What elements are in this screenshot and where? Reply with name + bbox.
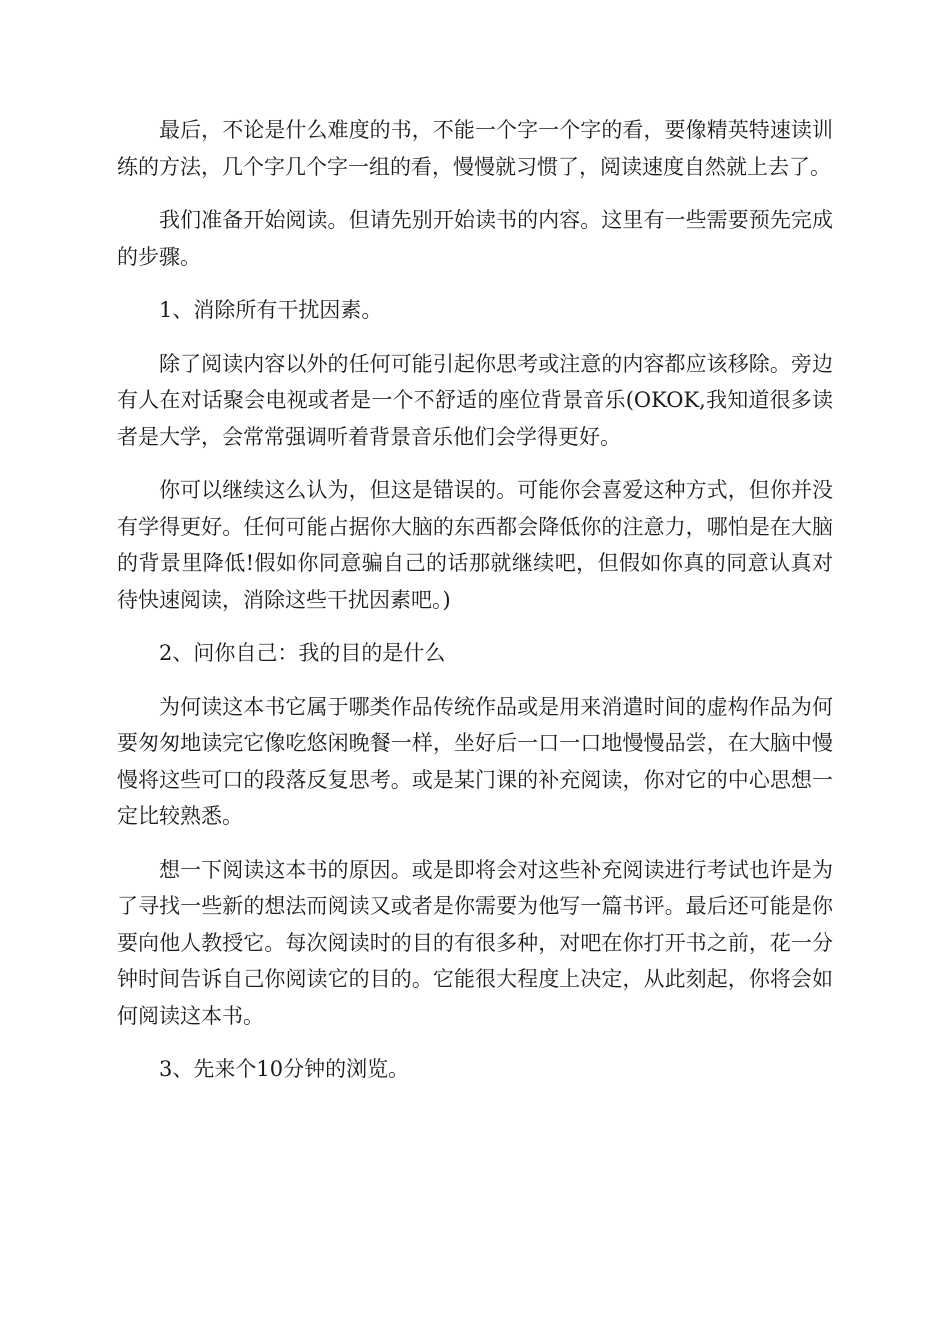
step-heading-2: 2、问你自己：我的目的是什么 (159, 641, 446, 665)
paragraph-background-music: 你可以继续这么认为，但这是错误的。可能你会喜爱这种方式，但你并没有学得更好。任何可能占据你大脑的东西都会降低你的注意力，哪怕是在大脑的背景里降低!假如你同意骗自己的话那就继续吧，但假如你真的同意认真对待快速阅读，消除这些干扰因素吧。) (117, 478, 833, 612)
paragraph-purpose: 为何读这本书它属于哪类作品传统作品或是用来消遣时间的虚构作品为何要匆匆地读完它像吃悠闲晚餐一样，坐好后一口一口地慢慢品尝，在大脑中慢慢将这些可口的段落反复思考。或是某门课的补充阅读，你对它的中心思想一定比较熟悉。 (117, 694, 833, 828)
paragraph-reason: 想一下阅读这本书的原因。或是即将会对这些补充阅读进行考试也许是为了寻找一些新的想法而阅读又或者是你需要为他写一篇书评。最后还可能是你要向他人教授它。每次阅读时的目的有很多种，对吧在你打开书之前，花一分钟时间告诉自己你阅读它的目的。它能很大程度上决定，从此刻起，你将会如何阅读这本书。 (117, 857, 833, 1028)
step-heading-3: 3、先来个10分钟的浏览。 (159, 1057, 410, 1081)
paragraph-reading-habit: 最后，不论是什么难度的书，不能一个字一个字的看，要像精英特速读训练的方法，几个字几个字一组的看，慢慢就习惯了，阅读速度自然就上去了。 (117, 118, 833, 179)
step-heading-1: 1、消除所有干扰因素。 (159, 298, 383, 322)
paragraph-distractions: 除了阅读内容以外的任何可能引起你思考或注意的内容都应该移除。旁边有人在对话聚会电视或者是一个不舒适的座位背景音乐(OKOK,我知道很多读者是大学，会常常强调听着背景音乐他们会学得更好。 (117, 351, 833, 449)
document-body (117, 112, 833, 1105)
paragraph-preparation: 我们准备开始阅读。但请先别开始读书的内容。这里有一些需要预先完成的步骤。 (117, 208, 833, 269)
